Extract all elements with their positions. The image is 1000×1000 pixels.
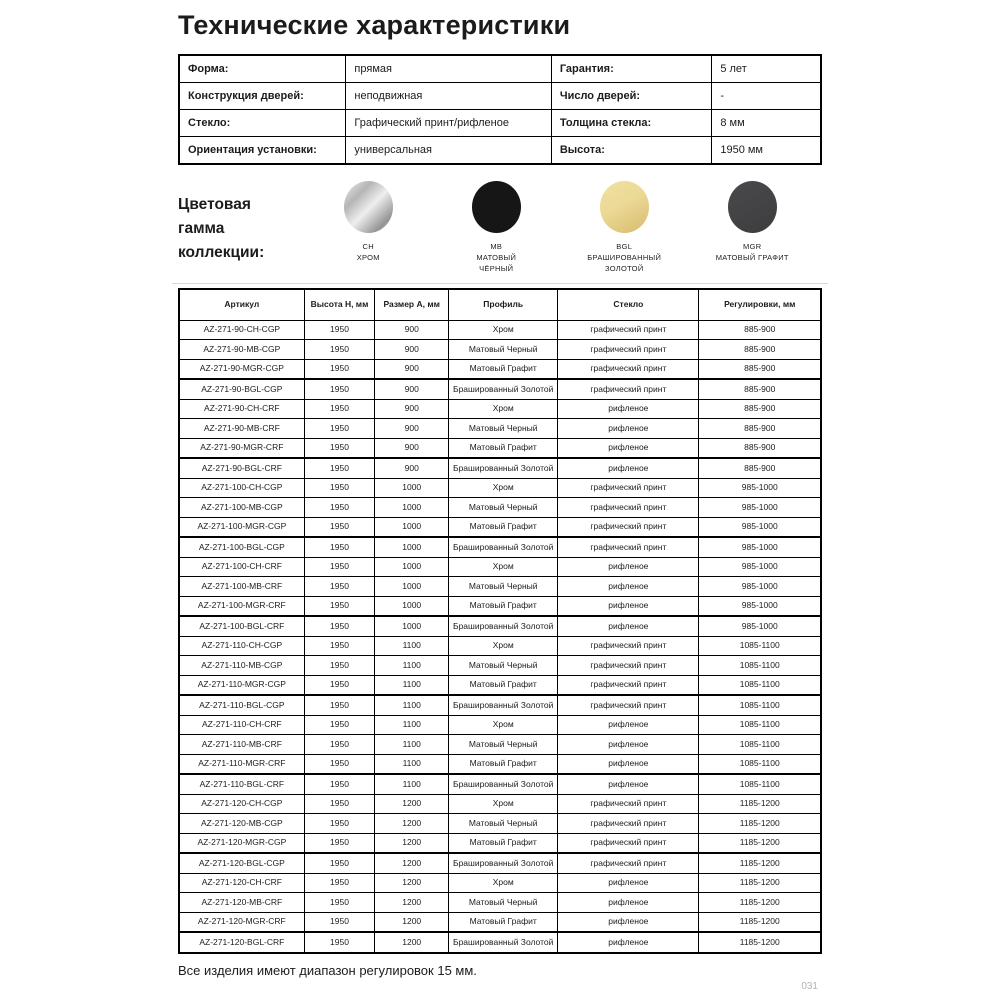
- cell-size: 1200: [375, 932, 449, 953]
- swatch-code: MB: [490, 242, 503, 251]
- cell-profile: Хром: [449, 557, 558, 577]
- table-row: [179, 596, 821, 616]
- cell-profile: Матовый Графит: [449, 675, 558, 695]
- cell-adjust: 985-1000: [699, 577, 821, 597]
- cell-glass: графический принт: [558, 359, 699, 379]
- cell-profile: Матовый Графит: [449, 912, 558, 932]
- cell-artikul: AZ-271-120-MGR-CRF: [179, 912, 304, 932]
- col-header-artikul: Артикул: [179, 289, 304, 321]
- spec-value: 1950 мм: [712, 137, 821, 165]
- cell-height: 1950: [304, 616, 375, 636]
- cell-size: 900: [375, 379, 449, 399]
- cell-height: 1950: [304, 794, 375, 814]
- cell-profile: Хром: [449, 478, 558, 498]
- cell-size: 1100: [375, 675, 449, 695]
- cell-height: 1950: [304, 853, 375, 873]
- cell-adjust: 1085-1100: [699, 675, 821, 695]
- section-divider: [172, 283, 828, 284]
- cell-size: 1100: [375, 656, 449, 676]
- cell-adjust: 985-1000: [699, 517, 821, 537]
- swatch-name: МАТОВЫЙ ЧЁРНЫЙ: [476, 252, 517, 273]
- cell-height: 1950: [304, 932, 375, 953]
- cell-height: 1950: [304, 557, 375, 577]
- cell-adjust: 885-900: [699, 359, 821, 379]
- cell-height: 1950: [304, 498, 375, 518]
- cell-artikul: AZ-271-120-MGR-CGP: [179, 833, 304, 853]
- cell-glass: графический принт: [558, 478, 699, 498]
- cell-adjust: 1185-1200: [699, 814, 821, 834]
- cell-artikul: AZ-271-90-CH-CGP: [179, 320, 304, 340]
- cell-height: 1950: [304, 636, 375, 656]
- cell-artikul: AZ-271-90-MB-CRF: [179, 419, 304, 439]
- spec-label: Форма:: [179, 55, 346, 83]
- page-number: 031: [801, 981, 818, 992]
- cell-profile: Брашированный Золотой: [449, 379, 558, 399]
- cell-glass: графический принт: [558, 498, 699, 518]
- cell-profile: Матовый Графит: [449, 754, 558, 774]
- cell-artikul: AZ-271-90-BGL-CGP: [179, 379, 304, 399]
- cell-artikul: AZ-271-100-MGR-CGP: [179, 517, 304, 537]
- cell-size: 1000: [375, 517, 449, 537]
- color-swatch: [560, 181, 688, 275]
- cell-height: 1950: [304, 833, 375, 853]
- table-row: [179, 537, 821, 557]
- table-row: [179, 814, 821, 834]
- cell-artikul: AZ-271-120-MB-CRF: [179, 893, 304, 913]
- swatch-code: BGL: [616, 242, 633, 251]
- page-title: Технические характеристики: [178, 10, 571, 40]
- cell-size: 1000: [375, 537, 449, 557]
- cell-profile: Матовый Черный: [449, 340, 558, 360]
- cell-adjust: 1085-1100: [699, 754, 821, 774]
- cell-profile: Матовый Графит: [449, 833, 558, 853]
- col-header-height: Высота H, мм: [304, 289, 375, 321]
- cell-profile: Хром: [449, 873, 558, 893]
- cell-size: 1100: [375, 715, 449, 735]
- spec-row: [179, 55, 821, 83]
- swatch-name: МАТОВЫЙ ГРАФИТ: [715, 252, 789, 262]
- cell-adjust: 1085-1100: [699, 636, 821, 656]
- cell-adjust: 885-900: [699, 399, 821, 419]
- swatch-code: MGR: [743, 242, 762, 251]
- table-row: [179, 932, 821, 953]
- cell-glass: графический принт: [558, 537, 699, 557]
- cell-size: 900: [375, 340, 449, 360]
- cell-artikul: AZ-271-100-CH-CGP: [179, 478, 304, 498]
- cell-profile: Матовый Графит: [449, 359, 558, 379]
- cell-profile: Хром: [449, 715, 558, 735]
- cell-profile: Брашированный Золотой: [449, 616, 558, 636]
- cell-glass: рифленое: [558, 774, 699, 794]
- color-swatch: [304, 181, 432, 275]
- cell-adjust: 985-1000: [699, 478, 821, 498]
- cell-size: 1000: [375, 478, 449, 498]
- cell-size: 1000: [375, 616, 449, 636]
- cell-size: 900: [375, 320, 449, 340]
- spec-value: Графический принт/рифленое: [346, 110, 551, 137]
- cell-adjust: 985-1000: [699, 596, 821, 616]
- spec-value: 5 лет: [712, 55, 821, 83]
- cell-glass: графический принт: [558, 794, 699, 814]
- cell-height: 1950: [304, 715, 375, 735]
- table-row: [179, 735, 821, 755]
- spec-row: [179, 110, 821, 137]
- spec-label: Гарантия:: [551, 55, 712, 83]
- spec-value: 8 мм: [712, 110, 821, 137]
- cell-artikul: AZ-271-90-MGR-CGP: [179, 359, 304, 379]
- cell-glass: рифленое: [558, 932, 699, 953]
- cell-artikul: AZ-271-110-BGL-CRF: [179, 774, 304, 794]
- spec-label: Конструкция дверей:: [179, 83, 346, 110]
- cell-height: 1950: [304, 458, 375, 478]
- cell-artikul: AZ-271-110-MB-CGP: [179, 656, 304, 676]
- cell-artikul: AZ-271-100-BGL-CRF: [179, 616, 304, 636]
- cell-size: 1200: [375, 853, 449, 873]
- cell-height: 1950: [304, 359, 375, 379]
- cell-glass: рифленое: [558, 754, 699, 774]
- cell-glass: рифленое: [558, 735, 699, 755]
- cell-adjust: 885-900: [699, 379, 821, 399]
- table-row: [179, 833, 821, 853]
- cell-height: 1950: [304, 379, 375, 399]
- spec-value: прямая: [346, 55, 551, 83]
- cell-profile: Матовый Графит: [449, 517, 558, 537]
- cell-profile: Матовый Черный: [449, 893, 558, 913]
- cell-glass: графический принт: [558, 814, 699, 834]
- cell-glass: графический принт: [558, 379, 699, 399]
- swatch-name: ХРОМ: [356, 252, 380, 262]
- table-row: [179, 340, 821, 360]
- cell-height: 1950: [304, 340, 375, 360]
- col-header-adjust: Регулировки, мм: [699, 289, 821, 321]
- color-palette-section: [178, 181, 822, 275]
- cell-adjust: 1185-1200: [699, 932, 821, 953]
- table-row: [179, 419, 821, 439]
- cell-profile: Матовый Черный: [449, 656, 558, 676]
- spec-value: -: [712, 83, 821, 110]
- cell-size: 900: [375, 359, 449, 379]
- col-header-profile: Профиль: [449, 289, 558, 321]
- cell-profile: Брашированный Золотой: [449, 774, 558, 794]
- cell-height: 1950: [304, 814, 375, 834]
- cell-adjust: 1085-1100: [699, 774, 821, 794]
- cell-artikul: AZ-271-120-CH-CRF: [179, 873, 304, 893]
- footer-note: Все изделия имеют диапазон регулировок 15 мм.: [178, 962, 477, 978]
- cell-adjust: 985-1000: [699, 537, 821, 557]
- table-row: [179, 754, 821, 774]
- cell-size: 900: [375, 419, 449, 439]
- table-row: [179, 636, 821, 656]
- table-row: [179, 616, 821, 636]
- cell-adjust: 1185-1200: [699, 912, 821, 932]
- cell-profile: Брашированный Золотой: [449, 932, 558, 953]
- table-row: [179, 794, 821, 814]
- cell-glass: графический принт: [558, 636, 699, 656]
- cell-profile: Матовый Графит: [449, 438, 558, 458]
- swatch-circle-icon: [600, 181, 649, 233]
- cell-height: 1950: [304, 517, 375, 537]
- cell-artikul: AZ-271-90-MGR-CRF: [179, 438, 304, 458]
- cell-glass: рифленое: [558, 458, 699, 478]
- products-table-header: [179, 289, 821, 321]
- cell-height: 1950: [304, 873, 375, 893]
- cell-artikul: AZ-271-90-MB-CGP: [179, 340, 304, 360]
- swatch-code: CH: [362, 242, 374, 251]
- cell-adjust: 1085-1100: [699, 735, 821, 755]
- cell-artikul: AZ-271-100-BGL-CGP: [179, 537, 304, 557]
- cell-size: 1000: [375, 596, 449, 616]
- palette-title: Цветовая гамма коллекции:: [178, 196, 265, 262]
- cell-profile: Матовый Черный: [449, 419, 558, 439]
- cell-glass: рифленое: [558, 577, 699, 597]
- cell-adjust: 985-1000: [699, 498, 821, 518]
- swatch-list: [264, 181, 822, 275]
- cell-profile: Брашированный Золотой: [449, 537, 558, 557]
- cell-size: 900: [375, 399, 449, 419]
- cell-glass: графический принт: [558, 833, 699, 853]
- cell-height: 1950: [304, 735, 375, 755]
- spec-table-body: [179, 55, 821, 164]
- table-row: [179, 912, 821, 932]
- table-row: [179, 873, 821, 893]
- spec-label: Стекло:: [179, 110, 346, 137]
- cell-artikul: AZ-271-90-BGL-CRF: [179, 458, 304, 478]
- spec-value: неподвижная: [346, 83, 551, 110]
- cell-size: 1200: [375, 893, 449, 913]
- cell-size: 1200: [375, 912, 449, 932]
- cell-adjust: 885-900: [699, 340, 821, 360]
- cell-artikul: AZ-271-110-CH-CRF: [179, 715, 304, 735]
- cell-height: 1950: [304, 754, 375, 774]
- table-row: [179, 498, 821, 518]
- cell-artikul: AZ-271-120-BGL-CRF: [179, 932, 304, 953]
- swatch-name: БРАШИРОВАННЫЙ ЗОЛОТОЙ: [587, 252, 662, 273]
- table-row: [179, 478, 821, 498]
- cell-size: 1000: [375, 557, 449, 577]
- cell-height: 1950: [304, 656, 375, 676]
- cell-glass: графический принт: [558, 675, 699, 695]
- spec-label: Высота:: [551, 137, 712, 165]
- table-row: [179, 379, 821, 399]
- cell-adjust: 1185-1200: [699, 893, 821, 913]
- cell-size: 1200: [375, 873, 449, 893]
- cell-adjust: 1185-1200: [699, 853, 821, 873]
- cell-artikul: AZ-271-110-CH-CGP: [179, 636, 304, 656]
- cell-glass: графический принт: [558, 853, 699, 873]
- table-row: [179, 438, 821, 458]
- cell-glass: графический принт: [558, 320, 699, 340]
- spec-value: универсальная: [346, 137, 551, 165]
- cell-size: 1200: [375, 833, 449, 853]
- cell-artikul: AZ-271-120-CH-CGP: [179, 794, 304, 814]
- col-header-glass: Стекло: [558, 289, 699, 321]
- cell-adjust: 1185-1200: [699, 833, 821, 853]
- table-row: [179, 517, 821, 537]
- table-row: [179, 715, 821, 735]
- cell-artikul: AZ-271-110-BGL-CGP: [179, 695, 304, 715]
- header-row: [179, 289, 821, 321]
- cell-glass: рифленое: [558, 399, 699, 419]
- cell-artikul: AZ-271-120-BGL-CGP: [179, 853, 304, 873]
- cell-adjust: 1085-1100: [699, 715, 821, 735]
- cell-profile: Брашированный Золотой: [449, 695, 558, 715]
- cell-adjust: 985-1000: [699, 616, 821, 636]
- products-table-body: [179, 320, 821, 953]
- cell-height: 1950: [304, 438, 375, 458]
- cell-height: 1950: [304, 478, 375, 498]
- table-row: [179, 853, 821, 873]
- cell-profile: Хром: [449, 794, 558, 814]
- table-row: [179, 675, 821, 695]
- cell-glass: графический принт: [558, 695, 699, 715]
- products-table: [178, 288, 822, 954]
- cell-height: 1950: [304, 695, 375, 715]
- color-swatch: [688, 181, 816, 275]
- cell-artikul: AZ-271-120-MB-CGP: [179, 814, 304, 834]
- swatch-circle-icon: [472, 181, 521, 233]
- cell-profile: Хром: [449, 636, 558, 656]
- cell-height: 1950: [304, 893, 375, 913]
- table-row: [179, 893, 821, 913]
- cell-size: 900: [375, 458, 449, 478]
- cell-size: 1000: [375, 577, 449, 597]
- cell-adjust: 885-900: [699, 320, 821, 340]
- swatch-circle-icon: [728, 181, 777, 233]
- cell-artikul: AZ-271-110-MGR-CGP: [179, 675, 304, 695]
- spec-label: Число дверей:: [551, 83, 712, 110]
- page-content: [178, 0, 822, 978]
- cell-profile: Хром: [449, 399, 558, 419]
- cell-adjust: 885-900: [699, 419, 821, 439]
- cell-glass: рифленое: [558, 557, 699, 577]
- cell-artikul: AZ-271-90-CH-CRF: [179, 399, 304, 419]
- cell-size: 1000: [375, 498, 449, 518]
- cell-height: 1950: [304, 419, 375, 439]
- cell-height: 1950: [304, 577, 375, 597]
- cell-artikul: AZ-271-100-MB-CGP: [179, 498, 304, 518]
- cell-profile: Матовый Графит: [449, 596, 558, 616]
- table-row: [179, 577, 821, 597]
- cell-size: 900: [375, 438, 449, 458]
- cell-size: 1100: [375, 636, 449, 656]
- cell-height: 1950: [304, 320, 375, 340]
- cell-glass: рифленое: [558, 873, 699, 893]
- cell-adjust: 1085-1100: [699, 695, 821, 715]
- cell-adjust: 885-900: [699, 458, 821, 478]
- cell-glass: графический принт: [558, 517, 699, 537]
- spec-row: [179, 137, 821, 165]
- table-row: [179, 695, 821, 715]
- cell-glass: рифленое: [558, 893, 699, 913]
- cell-adjust: 885-900: [699, 438, 821, 458]
- col-header-size: Размер A, мм: [375, 289, 449, 321]
- cell-profile: Матовый Черный: [449, 577, 558, 597]
- color-swatch: [432, 181, 560, 275]
- cell-artikul: AZ-271-100-CH-CRF: [179, 557, 304, 577]
- cell-height: 1950: [304, 774, 375, 794]
- cell-height: 1950: [304, 596, 375, 616]
- cell-glass: рифленое: [558, 912, 699, 932]
- table-row: [179, 359, 821, 379]
- cell-profile: Матовый Черный: [449, 735, 558, 755]
- cell-height: 1950: [304, 399, 375, 419]
- cell-size: 1100: [375, 695, 449, 715]
- cell-adjust: 1185-1200: [699, 873, 821, 893]
- spec-label: Толщина стекла:: [551, 110, 712, 137]
- cell-size: 1100: [375, 735, 449, 755]
- cell-glass: рифленое: [558, 419, 699, 439]
- cell-size: 1200: [375, 814, 449, 834]
- spec-row: [179, 83, 821, 110]
- table-row: [179, 320, 821, 340]
- cell-adjust: 1185-1200: [699, 794, 821, 814]
- cell-artikul: AZ-271-110-MB-CRF: [179, 735, 304, 755]
- table-row: [179, 399, 821, 419]
- cell-glass: рифленое: [558, 715, 699, 735]
- cell-profile: Хром: [449, 320, 558, 340]
- cell-glass: рифленое: [558, 596, 699, 616]
- cell-glass: графический принт: [558, 340, 699, 360]
- cell-height: 1950: [304, 675, 375, 695]
- cell-size: 1100: [375, 754, 449, 774]
- cell-profile: Брашированный Золотой: [449, 853, 558, 873]
- cell-artikul: AZ-271-100-MB-CRF: [179, 577, 304, 597]
- spec-table: [178, 54, 822, 165]
- cell-profile: Брашированный Золотой: [449, 458, 558, 478]
- cell-adjust: 985-1000: [699, 557, 821, 577]
- swatch-circle-icon: [344, 181, 393, 233]
- cell-adjust: 1085-1100: [699, 656, 821, 676]
- cell-artikul: AZ-271-100-MGR-CRF: [179, 596, 304, 616]
- cell-height: 1950: [304, 537, 375, 557]
- spec-label: Ориентация установки:: [179, 137, 346, 165]
- cell-artikul: AZ-271-110-MGR-CRF: [179, 754, 304, 774]
- table-row: [179, 774, 821, 794]
- cell-height: 1950: [304, 912, 375, 932]
- table-row: [179, 656, 821, 676]
- cell-size: 1200: [375, 794, 449, 814]
- table-row: [179, 557, 821, 577]
- cell-glass: рифленое: [558, 616, 699, 636]
- cell-glass: графический принт: [558, 656, 699, 676]
- table-row: [179, 458, 821, 478]
- cell-glass: рифленое: [558, 438, 699, 458]
- cell-profile: Матовый Черный: [449, 498, 558, 518]
- cell-size: 1100: [375, 774, 449, 794]
- cell-profile: Матовый Черный: [449, 814, 558, 834]
